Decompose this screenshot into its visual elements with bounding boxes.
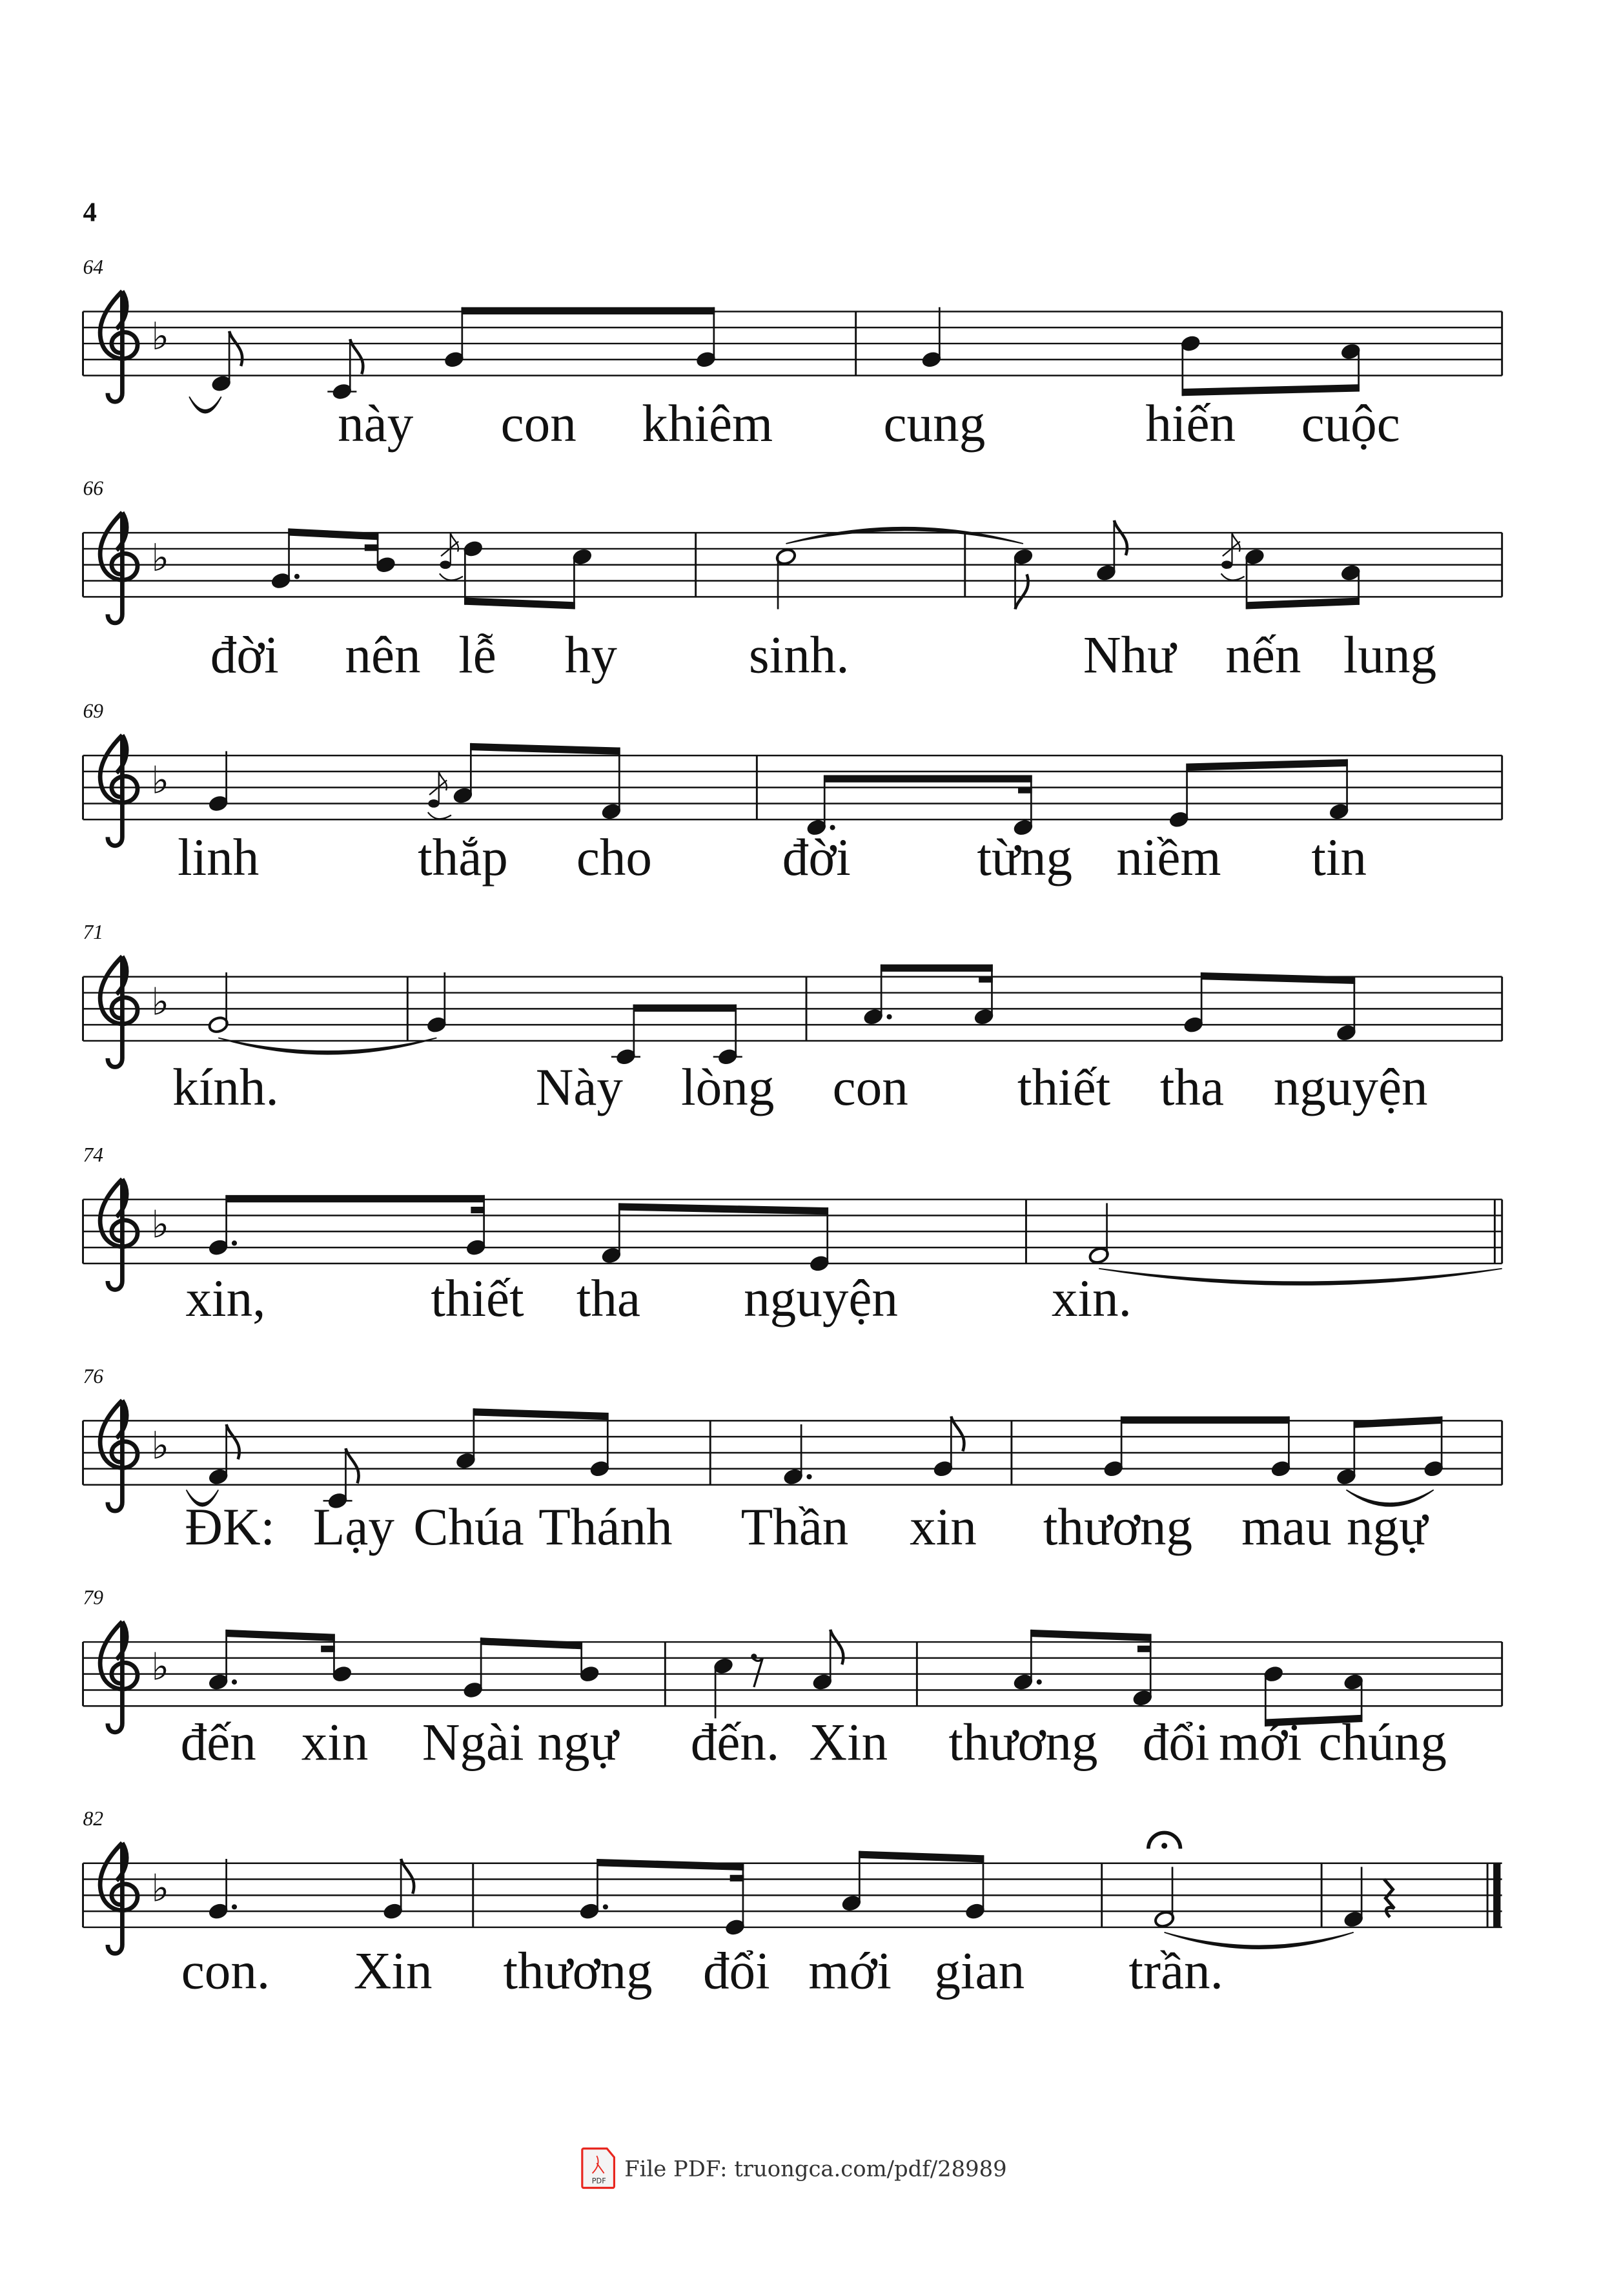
grace-note [440, 560, 451, 569]
augmentation-dot [232, 1240, 237, 1245]
eighth-flag [401, 1859, 414, 1894]
pdf-icon-label: PDF [591, 2177, 606, 2186]
beam [465, 597, 575, 609]
sixteenth-beam [730, 1875, 744, 1881]
lyric-syllable: mau [1241, 1498, 1332, 1557]
flat-key-signature: ♭ [151, 535, 170, 580]
beam [227, 1195, 485, 1202]
lyric-syllable: từng [977, 828, 1073, 887]
lyric-syllable: gian [934, 1942, 1025, 2000]
lyric-syllable: ngự [537, 1713, 618, 1772]
measure-number: 76 [83, 1364, 104, 1388]
lyric-syllable: Này [535, 1058, 623, 1117]
lyric-syllable: đời [210, 626, 279, 684]
treble-clef-icon [100, 1621, 138, 1732]
staff-system [83, 1365, 1502, 1556]
grace-slur [428, 812, 451, 819]
eighth-flag [951, 1417, 964, 1451]
lyric-syllable: Như [1083, 626, 1176, 684]
lyric-syllable: con [832, 1058, 908, 1117]
beam [881, 965, 993, 972]
staff-system [83, 699, 1502, 886]
treble-clef-icon [100, 956, 138, 1067]
tie-slur [189, 396, 221, 413]
lyric-syllable: trần. [1128, 1942, 1223, 2000]
lyric-syllable: thương [503, 1942, 653, 2000]
lyric-syllable: nguyện [744, 1269, 899, 1328]
lyric-syllable: thương [1043, 1498, 1193, 1557]
lyric-syllable: chúng [1318, 1713, 1447, 1772]
measure-number: 64 [83, 255, 104, 278]
beam [634, 1005, 737, 1012]
lyric-syllable: cho [576, 828, 653, 887]
measure-number: 71 [83, 921, 104, 944]
lyric-syllable: Xin [809, 1713, 888, 1772]
tie-slur [786, 528, 1023, 544]
lyric-syllable: nến [1225, 626, 1301, 684]
treble-clef-icon [100, 1843, 138, 1953]
flat-key-signature: ♭ [151, 314, 170, 359]
grace-slur [440, 573, 463, 580]
beam [1031, 1630, 1151, 1641]
beam [824, 775, 1032, 783]
footer-link[interactable] [582, 2149, 1007, 2188]
flat-key-signature: ♭ [151, 1645, 170, 1689]
lyric-syllable: lung [1343, 626, 1437, 684]
lyric-syllable: xin [301, 1713, 369, 1772]
lyric-syllable: lòng [681, 1058, 775, 1117]
measure-number: 69 [83, 699, 104, 723]
beam [481, 1637, 582, 1649]
beam [289, 528, 379, 540]
lyric-syllable: linh [178, 828, 260, 887]
sixteenth-beam [365, 544, 379, 551]
lyric-syllable: Chúa [413, 1498, 524, 1557]
treble-clef-icon [100, 513, 138, 623]
staff-system [83, 256, 1502, 453]
lyric-syllable: xin, [185, 1269, 266, 1328]
lyric-syllable: mới [808, 1942, 892, 2000]
sixteenth-beam [471, 1207, 485, 1213]
treble-clef-icon [100, 1400, 138, 1511]
lyric-syllable: cung [883, 395, 986, 453]
staff-system [83, 1807, 1502, 2000]
lyric-syllable: tha [576, 1269, 640, 1328]
augmentation-dot [603, 1904, 608, 1909]
eighth-flag [227, 1424, 240, 1459]
sixteenth-beam [1137, 1646, 1152, 1652]
lyric-syllable: Xin [353, 1942, 433, 2000]
lyric-syllable: thương [948, 1713, 1098, 1772]
lyric-syllable: kính. [172, 1058, 279, 1117]
lyric-syllable: này [338, 395, 414, 453]
staff-system [83, 477, 1502, 684]
augmentation-dot [232, 1679, 237, 1685]
treble-clef-icon [100, 735, 138, 846]
sixteenth-beam [979, 976, 993, 983]
lyric-syllable: hy [564, 626, 617, 684]
beam [462, 307, 715, 314]
page-number: 4 [83, 197, 97, 228]
beam [1121, 1417, 1290, 1424]
eighth-rest-icon [753, 1658, 763, 1687]
lyric-syllable: thắp [418, 828, 508, 887]
augmentation-dot [232, 1904, 237, 1909]
lyric-syllable: thiết [1017, 1058, 1111, 1117]
flat-key-signature: ♭ [151, 979, 170, 1024]
lyric-syllable: Thần [740, 1498, 849, 1557]
beam [619, 1203, 828, 1215]
flat-key-signature: ♭ [151, 758, 170, 803]
beam [1201, 972, 1355, 984]
final-barline [1493, 1863, 1500, 1927]
lyric-syllable: đến. [690, 1713, 780, 1772]
lyric-syllable: sinh. [748, 626, 850, 684]
flat-key-signature: ♭ [151, 1423, 170, 1468]
lyric-syllable: đổi [702, 1942, 770, 2000]
sixteenth-beam [1018, 787, 1032, 794]
lyric-syllable: cuộc [1301, 395, 1400, 453]
lyric-syllable: đổi [1142, 1713, 1210, 1772]
lyric-syllable: hiến [1145, 395, 1236, 453]
lyric-syllable: ngự [1346, 1498, 1428, 1557]
treble-clef-icon [100, 1179, 138, 1289]
staff-system [83, 1143, 1502, 1327]
lyric-syllable: nên [345, 626, 421, 684]
lyric-syllable: con. [181, 1942, 270, 2000]
augmentation-dot [886, 1014, 892, 1020]
eighth-flag [1114, 520, 1127, 555]
treble-clef-icon [100, 291, 138, 402]
beam [474, 1408, 609, 1420]
sixteenth-beam [321, 1646, 335, 1652]
lyric-syllable: niềm [1116, 828, 1221, 887]
lyric-syllable: đời [782, 828, 851, 887]
eighth-flag [345, 1448, 358, 1483]
lyric-syllable: lễ [458, 626, 496, 684]
measure-number: 79 [83, 1586, 104, 1609]
beam [471, 743, 620, 755]
beam [1187, 759, 1348, 771]
measure-number: 74 [83, 1143, 104, 1167]
tie-slur [1099, 1269, 1502, 1285]
augmentation-dot [806, 1474, 811, 1479]
eighth-flag [1015, 574, 1028, 609]
lyric-syllable: xin. [1051, 1269, 1132, 1328]
grace-note [1221, 560, 1232, 569]
lyric-syllable: mới [1219, 1713, 1302, 1772]
lyric-syllable: khiêm [642, 395, 773, 453]
beam [1247, 597, 1360, 609]
lyric-syllable: Thánh [538, 1498, 673, 1557]
eighth-flag [350, 339, 363, 374]
staff-system [83, 921, 1502, 1116]
eighth-flag [830, 1630, 843, 1665]
flat-key-signature: ♭ [151, 1866, 170, 1911]
lyric-syllable: tha [1159, 1058, 1225, 1117]
footer-text: File PDF: truongca.com/pdf/28989 [624, 2156, 1007, 2182]
lyric-syllable: nguyện [1273, 1058, 1428, 1117]
augmentation-dot [1037, 1679, 1042, 1685]
lyric-syllable: ĐK: [185, 1498, 276, 1557]
flat-key-signature: ♭ [151, 1202, 170, 1247]
eighth-rest-icon [751, 1654, 757, 1659]
beam [1354, 1417, 1443, 1428]
lyric-syllable: tin [1311, 828, 1367, 887]
lyric-syllable: thiết [431, 1269, 524, 1328]
lyric-syllable: Lạy [312, 1498, 394, 1557]
beam [859, 1851, 984, 1863]
lyric-syllable: con [500, 395, 576, 453]
lyric-syllable: Ngài [422, 1713, 524, 1772]
lyric-syllable: đến [180, 1713, 256, 1772]
beam [597, 1859, 744, 1871]
measure-number: 82 [83, 1807, 104, 1830]
grace-note [428, 799, 439, 808]
eighth-flag [229, 331, 242, 366]
staff-system [83, 1586, 1502, 1771]
measure-number: 66 [83, 477, 104, 500]
lyric-syllable: xin [910, 1498, 977, 1557]
fermata-dot [1161, 1843, 1167, 1849]
beam [227, 1630, 335, 1641]
augmentation-dot [294, 574, 300, 579]
grace-slur [1221, 573, 1245, 580]
